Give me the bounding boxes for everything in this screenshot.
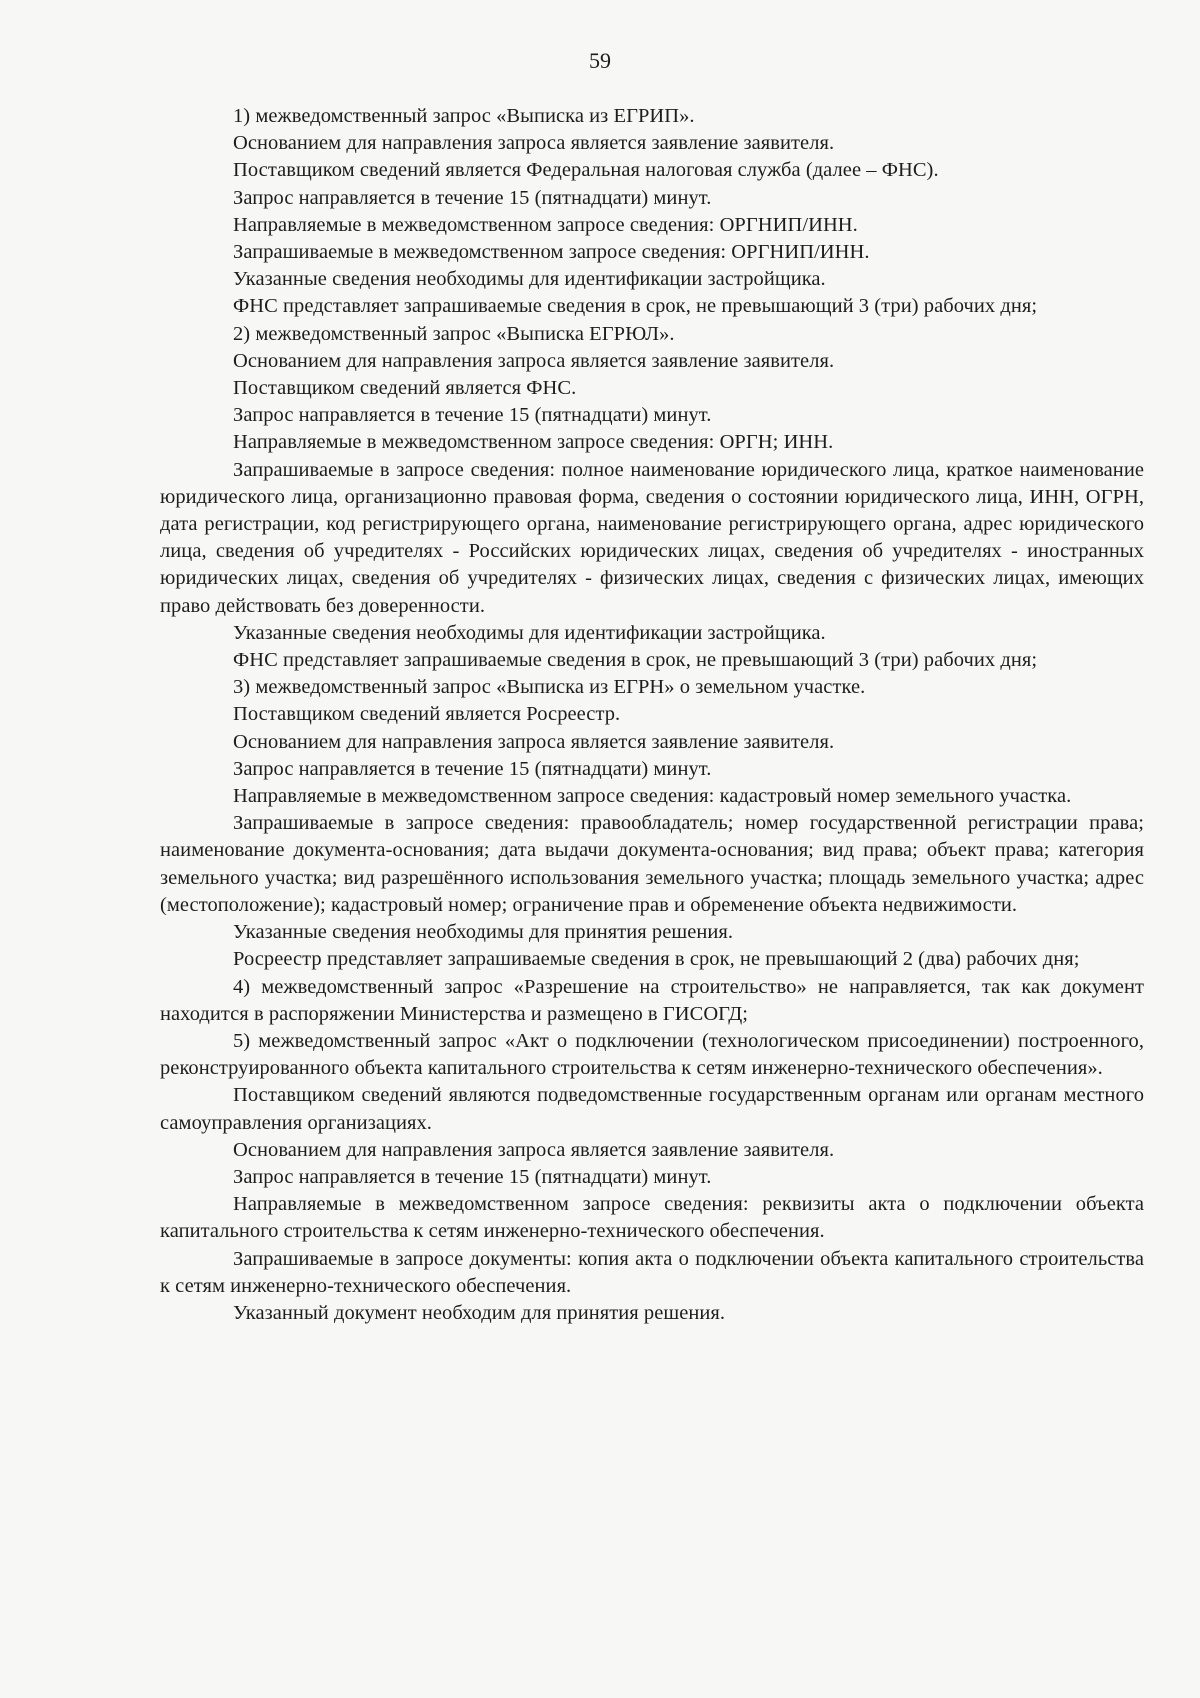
paragraph-1: 1) межведомственный запрос «Выписка из ЕГРИП». bbox=[233, 105, 695, 127]
paragraph-8: ФНС представляет запрашиваемые сведения в срок, не превышающий 3 (три) рабочих дня; bbox=[233, 295, 1038, 318]
paragraph-16: ФНС представляет запрашиваемые сведения в срок, не превышающий 3 (три) рабочих дня; bbox=[233, 649, 1038, 672]
paragraph-30: Направляемые в межведомственном запросе сведения: реквизиты акта о подключении объекта капитального строительства к сетям инженерно-технического обеспечения. bbox=[160, 1193, 1144, 1243]
paragraph-7: Указанные сведения необходимы для идентификации застройщика. bbox=[233, 268, 826, 291]
paragraph-28: Основанием для направления запроса является заявление заявителя. bbox=[233, 1138, 835, 1161]
paragraph-10: Основанием для направления запроса является заявление заявителя. bbox=[233, 349, 835, 372]
paragraph-12: Запрос направляется в течение 15 (пятнадцати) минут. bbox=[233, 404, 712, 427]
paragraph-4: Запрос направляется в течение 15 (пятнадцати) минут. bbox=[233, 186, 712, 209]
paragraph-31: Запрашиваемые в запросе документы: копия акта о подключении объекта капитального строительства к сетям инженерно-технического обеспечения. bbox=[160, 1247, 1144, 1297]
paragraph-21: Направляемые в межведомственном запросе сведения: кадастровый номер земельного участка. bbox=[233, 785, 1072, 808]
paragraph-18: Поставщиком сведений является Росреестр. bbox=[233, 703, 621, 726]
paragraph-14: Запрашиваемые в запросе сведения: полное наименование юридического лица, краткое наименование юридического лица, организационно правовая форма, сведения о состоянии юридического лица, ИНН, ОГРН, дата регистрации, код регистрирующего органа, наименование регистрирующего органа, адрес юридического лица, сведения об учредителях - Российских юридических лицах, сведения об учредителях - иностранных юридических лицах, сведения об учредителях - физических лицах, сведения с физических лицах, имеющих право действовать без доверенности. bbox=[160, 458, 1144, 617]
paragraph-29: Запрос направляется в течение 15 (пятнадцати) минут. bbox=[233, 1165, 712, 1188]
paragraph-9: 2) межведомственный запрос «Выписка ЕГРЮЛ». bbox=[233, 322, 675, 345]
paragraph-32: Указанный документ необходим для принятия решения. bbox=[233, 1301, 726, 1324]
paragraph-3: Поставщиком сведений является Федеральная налоговая служба (далее – ФНС). bbox=[233, 159, 939, 182]
paragraph-24: Росреестр представляет запрашиваемые сведения в срок, не превышающий 2 (два) рабочих дня; bbox=[233, 948, 1080, 971]
paragraph-13: Направляемые в межведомственном запросе сведения: ОРГН; ИНН. bbox=[233, 431, 834, 454]
paragraph-23: Указанные сведения необходимы для принятия решения. bbox=[233, 921, 734, 944]
paragraph-11: Поставщиком сведений является ФНС. bbox=[233, 377, 577, 400]
paragraph-19: Основанием для направления запроса является заявление заявителя. bbox=[233, 730, 835, 753]
paragraph-22: Запрашиваемые в запросе сведения: правообладатель; номер государственной регистрации права; наименование документа-основания; дата выдачи документа-основания; вид права; объект права; категория земельного участка; вид разрешённого использования земельного участка; площадь земельного участка; адрес (местоположение); кадастровый номер; ограничение прав и обременение объекта недвижимости. bbox=[160, 812, 1144, 916]
paragraph-25: 4) межведомственный запрос «Разрешение на строительство» не направляется, так как документ находится в распоряжении Министерства и размещено в ГИСОГД; bbox=[160, 975, 1144, 1025]
paragraph-17: 3) межведомственный запрос «Выписка из ЕГРН» о земельном участке. bbox=[233, 676, 866, 699]
paragraph-20: Запрос направляется в течение 15 (пятнадцати) минут. bbox=[233, 757, 712, 780]
paragraph-27: Поставщиком сведений являются подведомственные государственным органам или органам местного самоуправления организациях. bbox=[160, 1084, 1144, 1134]
document-body bbox=[160, 103, 1144, 1327]
paragraph-15: Указанные сведения необходимы для идентификации застройщика. bbox=[233, 621, 826, 644]
paragraph-6: Запрашиваемые в межведомственном запросе сведения: ОРГНИП/ИНН. bbox=[233, 241, 870, 264]
paragraph-2: Основанием для направления запроса является заявление заявителя. bbox=[233, 132, 835, 155]
paragraph-26: 5) межведомственный запрос «Акт о подключении (технологическом присоединении) построенного, реконструированного объекта капитального строительства к сетям инженерно-технического обеспечения». bbox=[160, 1029, 1144, 1080]
paragraph-5: Направляемые в межведомственном запросе сведения: ОРГНИП/ИНН. bbox=[233, 213, 858, 236]
page-number: 59 bbox=[589, 48, 611, 73]
